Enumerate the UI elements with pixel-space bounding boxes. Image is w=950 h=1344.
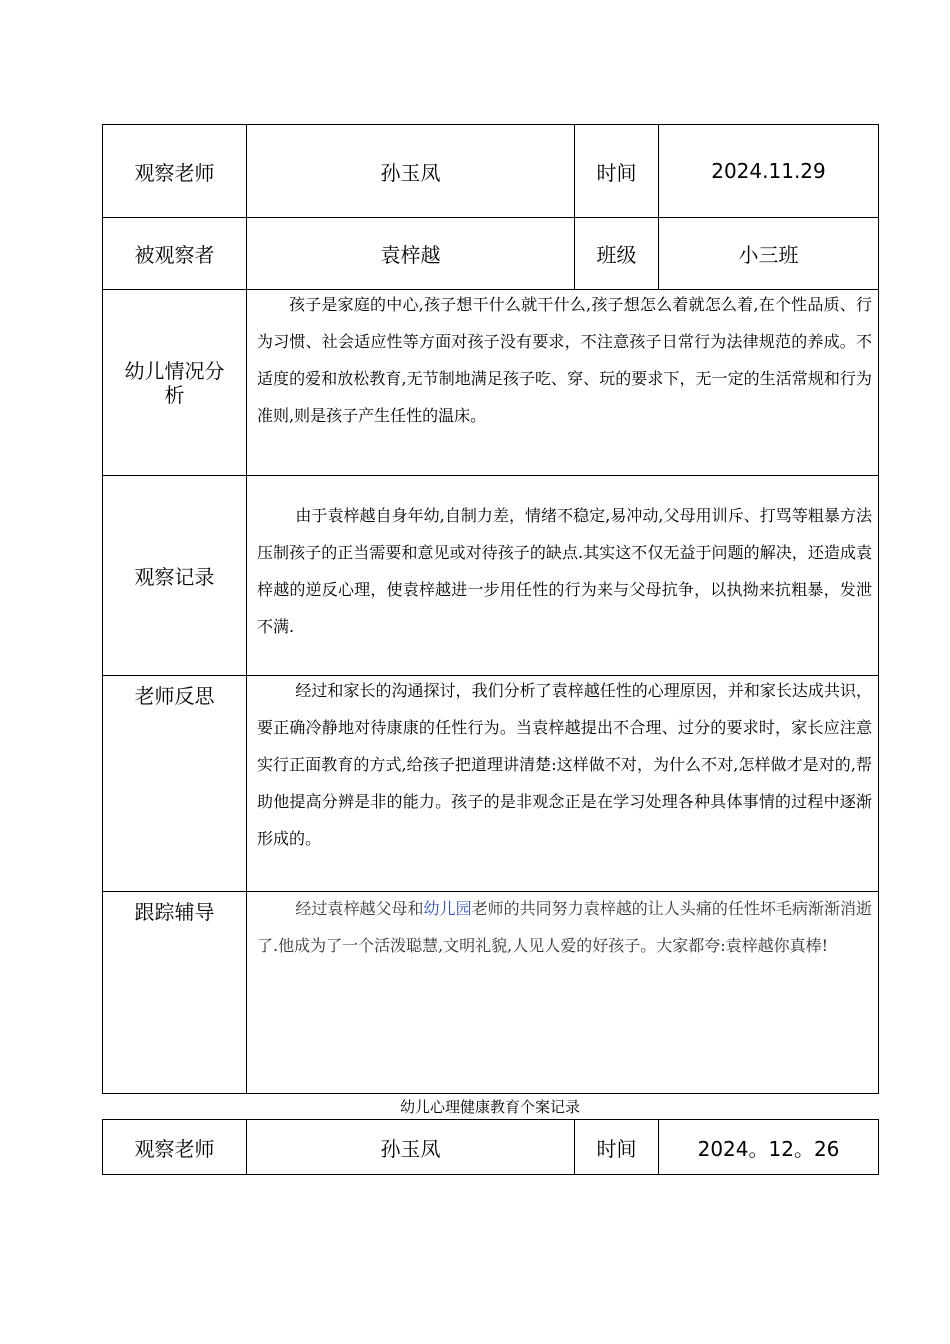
- child-label: 被观察者: [103, 218, 247, 290]
- row-child: [103, 218, 879, 290]
- class-value: 小三班: [659, 218, 879, 290]
- analysis-text-cell: [247, 290, 879, 476]
- followup-text-after: 老师的共同努力袁梓越的让人头痛的任性坏毛病渐渐消逝了.他成为了一个活泼聪慧,文明礼貌,人见人爱的好孩子。大家都夸:袁梓越你真棒!: [257, 899, 872, 955]
- reflection-label: 老师反思: [103, 676, 247, 892]
- observer-label-2: 观察老师: [103, 1120, 247, 1175]
- row-observer: [103, 125, 879, 218]
- time-value: 2024.11.29: [659, 125, 879, 218]
- followup-text-cell: [247, 892, 879, 1094]
- table-caption: 幼儿心理健康教育个案记录: [399, 1098, 580, 1116]
- row-record: [103, 476, 879, 676]
- analysis-text: 孩子是家庭的中心,孩子想干什么就干什么,孩子想怎么着就怎么着,在个性品质、行为习惯、社会适应性等方面对孩子没有要求，不注意孩子日常行为法律规范的养成。不适度的爱和放松教育,无节制地满足孩子吃、穿、玩的要求下，无一定的生活常规和行为准则,则是孩子产生任性的温床。: [257, 295, 872, 425]
- time-value-2: 2024。12。26: [659, 1120, 879, 1175]
- followup-text: [257, 890, 872, 964]
- row-observer-2: [103, 1120, 879, 1175]
- observer-name-2: 孙玉凤: [247, 1120, 575, 1175]
- child-name: 袁梓越: [247, 218, 575, 290]
- analysis-label: 幼儿情况分析: [103, 290, 247, 476]
- reflection-text-cell: [247, 676, 879, 892]
- observer-name: 孙玉凤: [247, 125, 575, 218]
- followup-text-before: 经过袁梓越父母和: [295, 899, 424, 918]
- row-analysis: [103, 290, 879, 476]
- class-label: 班级: [575, 218, 659, 290]
- case-record-table-2: [102, 1119, 879, 1175]
- record-label: 观察记录: [103, 476, 247, 676]
- case-record-table-1: [102, 124, 879, 1094]
- record-text: 由于袁梓越自身年幼,自制力差，情绪不稳定,易冲动,父母用训斥、打骂等粗暴方法压制孩子的正当需要和意见或对待孩子的缺点.其实这不仅无益于问题的解决，还造成袁梓越的逆反心理，使袁梓越进一步用任性的行为来与父母抗争，以执拗来抗粗暴，发泄不满.: [257, 506, 872, 636]
- time-label: 时间: [575, 125, 659, 218]
- reflection-text: 经过和家长的沟通探讨，我们分析了袁梓越任性的心理原因，并和家长达成共识，要正确冷静地对待康康的任性行为。当袁梓越提出不合理、过分的要求时，家长应注意实行正面教育的方式,给孩子把道理讲清楚:这样做不对，为什么不对,怎样做才是对的,帮助他提高分辨是非的能力。孩子的是非观念正是在学习处理各种具体事情的过程中逐渐形成的。: [257, 681, 872, 848]
- row-followup: [103, 892, 879, 1094]
- row-reflection: [103, 676, 879, 892]
- time-label-2: 时间: [575, 1120, 659, 1175]
- observer-label: 观察老师: [103, 125, 247, 218]
- record-text-cell: [247, 476, 879, 676]
- kindergarten-link[interactable]: 幼儿园: [423, 899, 472, 918]
- followup-label: 跟踪辅导: [103, 892, 247, 1094]
